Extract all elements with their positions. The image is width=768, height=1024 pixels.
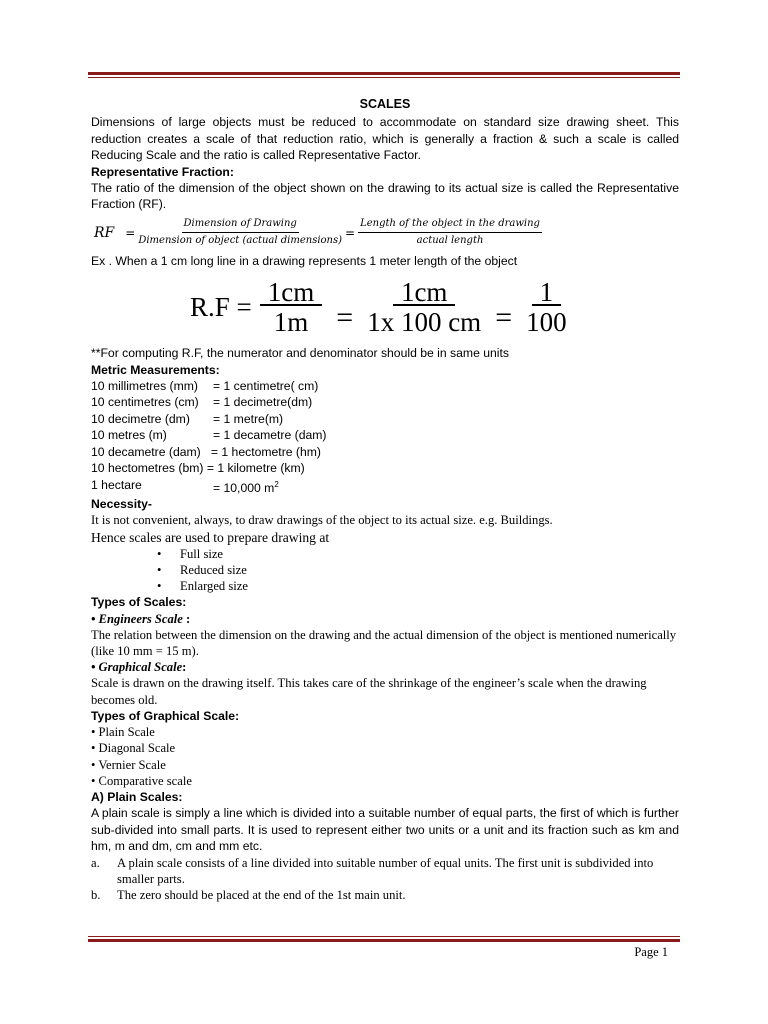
list-marker: a. bbox=[91, 855, 100, 870]
metric-right bbox=[213, 477, 279, 496]
page-number: Page 1 bbox=[634, 945, 668, 959]
rf-formula-fraction-2 bbox=[358, 216, 542, 250]
page-content bbox=[91, 96, 679, 903]
list-item: • Enlarged size bbox=[157, 578, 679, 594]
metric-left: 10 millimetres (mm) bbox=[91, 379, 198, 394]
graphical-types-heading: Types of Graphical Scale: bbox=[91, 708, 240, 723]
footer-rule bbox=[88, 936, 680, 942]
list-item bbox=[91, 887, 679, 903]
metric-heading: Metric Measurements: bbox=[91, 362, 220, 377]
fraction-numerator: 1 bbox=[532, 284, 562, 306]
size-list bbox=[91, 546, 679, 595]
metric-right: = 1 decametre (dam) bbox=[213, 428, 327, 443]
metric-row-5: 10 decametre (dam) = 1 hectometre (hm) bbox=[91, 444, 321, 459]
rf-example-formula bbox=[91, 269, 679, 345]
metric-row bbox=[91, 411, 679, 427]
metric-row bbox=[91, 427, 679, 443]
graphical-scale-text: Scale is drawn on the drawing itself. This takes care of the shrinkage of the engineer’s scale when the drawing becomes old. bbox=[91, 676, 647, 707]
metric-row-6: 10 hectometres (bm) = 1 kilometre (km) bbox=[91, 461, 305, 476]
metric-row-hectare bbox=[91, 477, 679, 496]
plain-scales-heading: A) Plain Scales: bbox=[91, 790, 183, 805]
list-item bbox=[91, 855, 679, 887]
metric-left: 10 centimetres (cm) bbox=[91, 395, 199, 410]
fraction-denominator: 100 bbox=[526, 307, 567, 338]
units-note: **For computing R.F, the numerator and denominator should be in same units bbox=[91, 346, 509, 361]
rf-example-fraction-2 bbox=[367, 276, 482, 338]
hectare-value: = 10,000 m bbox=[213, 480, 275, 495]
rf-formula-eq: = bbox=[125, 225, 136, 240]
list-item: • Diagonal Scale bbox=[91, 741, 176, 756]
list-item: • Comparative scale bbox=[91, 773, 192, 788]
rf-formula-lhs: RF bbox=[94, 224, 115, 241]
fraction-numerator: 1cm bbox=[260, 284, 323, 306]
engineers-scale-text: The relation between the dimension on the drawing and the actual dimension of the object is mentioned numerically (like 10 mm = 15 m). bbox=[91, 627, 677, 658]
metric-left: 10 decimetre (dm) bbox=[91, 411, 190, 426]
list-text: A plain scale consists of a line divided into suitable number of equal units. The first unit is subdivided into smaller parts. bbox=[117, 855, 654, 886]
metric-left: 1 hectare bbox=[91, 477, 142, 492]
rf-example-fraction-3 bbox=[526, 276, 567, 338]
metric-right: = 1 decimetre(dm) bbox=[213, 395, 313, 410]
list-item: • Vernier Scale bbox=[91, 757, 166, 772]
rf-heading: Representative Fraction: bbox=[91, 164, 234, 179]
engineers-scale-colon: : bbox=[182, 611, 191, 626]
hectare-exponent: 2 bbox=[274, 479, 279, 489]
plain-scales-text: A plain scale is simply a line which is divided into a suitable number of equal parts, the first of which is further sub-divided into small parts. It is used to represent either two units or a unit and its fraction such as km and hm, m and dm, cm and mm etc. bbox=[91, 806, 679, 854]
types-heading: Types of Scales: bbox=[91, 595, 187, 610]
metric-row bbox=[91, 378, 679, 394]
rf-definition: The ratio of the dimension of the object shown on the drawing to its actual size is called the Representative Fraction (RF). bbox=[91, 181, 679, 212]
fraction-numerator: 1cm bbox=[393, 284, 456, 306]
metric-right: = 1 metre(m) bbox=[213, 411, 284, 426]
fraction-numerator: Dimension of Drawing bbox=[182, 216, 299, 233]
example-text: Ex . When a 1 cm long line in a drawing represents 1 meter length of the object bbox=[91, 253, 518, 268]
metric-row bbox=[91, 394, 679, 410]
list-item: • Reduced size bbox=[157, 562, 679, 578]
list-item: • Plain Scale bbox=[91, 725, 155, 740]
graphical-scale-heading bbox=[91, 659, 679, 675]
rf-example-eq: = bbox=[336, 301, 354, 335]
fraction-denominator: 1x 100 cm bbox=[367, 307, 482, 338]
rf-formula-eq-2: = bbox=[345, 225, 356, 240]
metric-right: = 1 centimetre( cm) bbox=[213, 379, 319, 394]
graphical-scale-label: • Graphical Scale bbox=[91, 660, 183, 675]
engineers-scale-label: • Engineers Scale bbox=[91, 611, 183, 626]
engineers-scale-heading bbox=[91, 611, 679, 627]
rf-example-fraction-1 bbox=[260, 276, 323, 338]
fraction-denominator: 1m bbox=[273, 307, 309, 338]
fraction-numerator: Length of the object in the drawing bbox=[358, 216, 542, 233]
rf-example-lhs: R.F = bbox=[190, 292, 252, 323]
hence-text: Hence scales are used to prepare drawing at bbox=[91, 529, 330, 545]
list-text: The zero should be placed at the end of the 1st main unit. bbox=[117, 888, 406, 903]
rf-formula bbox=[91, 213, 679, 253]
graphical-scale-colon: : bbox=[182, 660, 187, 675]
necessity-heading: Necessity- bbox=[91, 496, 152, 511]
rf-formula-fraction-1 bbox=[138, 216, 342, 250]
necessity-text: It is not convenient, always, to draw drawings of the object to its actual size. e.g. Buildings. bbox=[91, 513, 553, 528]
rf-example-eq-2: = bbox=[495, 301, 513, 335]
metric-left: 10 metres (m) bbox=[91, 428, 167, 443]
page-title: SCALES bbox=[359, 97, 411, 111]
fraction-denominator: Dimension of object (actual dimensions) bbox=[138, 235, 343, 247]
list-item: • Full size bbox=[157, 546, 679, 562]
list-marker: b. bbox=[91, 888, 101, 903]
fraction-denominator: actual length bbox=[416, 235, 484, 247]
plain-scale-points bbox=[91, 855, 679, 904]
intro-paragraph: Dimensions of large objects must be reduced to accommodate on standard size drawing sheet. This reduction creates a scale of that reduction ratio, which is generally a fraction & such a scale is called Reducing Scale and the ratio is called Representative Factor. bbox=[91, 115, 679, 163]
header-rule bbox=[88, 72, 680, 78]
